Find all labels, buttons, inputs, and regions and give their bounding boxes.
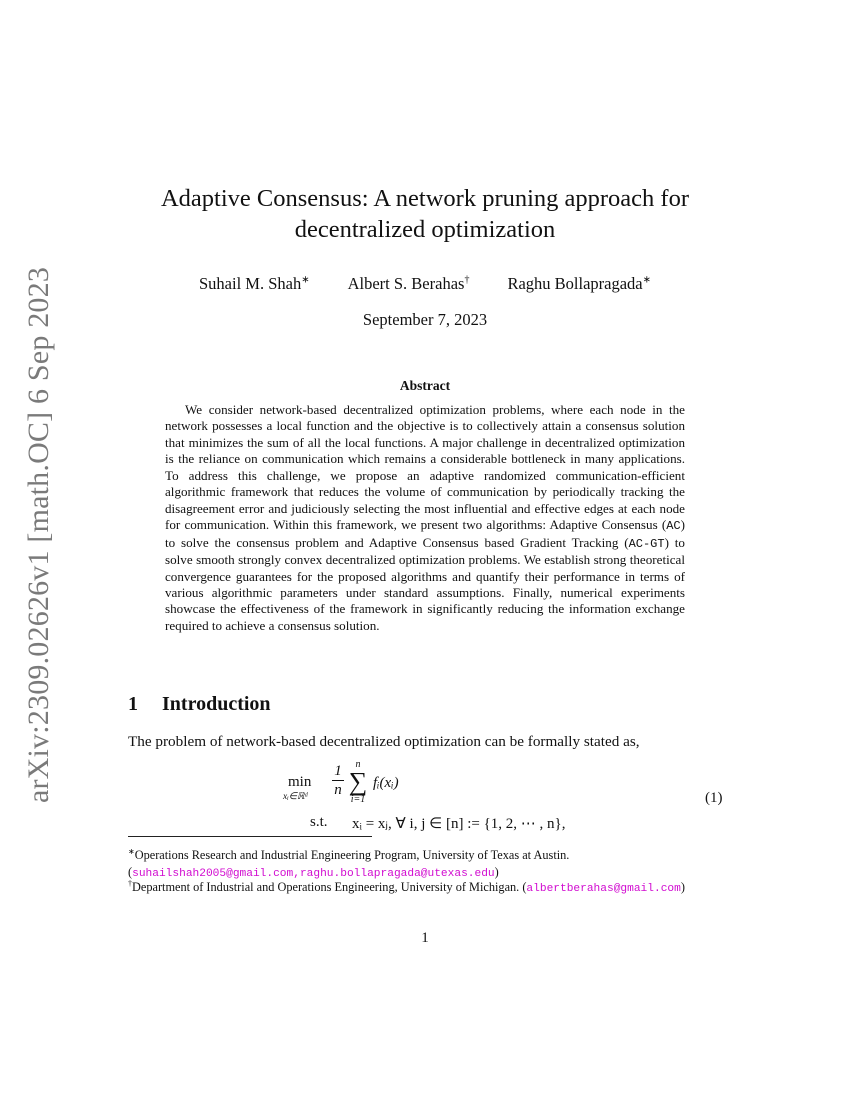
algorithm-name-ac-gt: AC-GT — [628, 536, 665, 551]
eq-min-operator: min — [288, 774, 312, 790]
paper-title — [120, 183, 730, 245]
eq-summation: n ∑ i=1 — [348, 759, 368, 805]
section-heading-introduction — [128, 693, 271, 716]
footnote-1: ∗Operations Research and Industrial Engineering Program, University of Texas at Austin. (suhailshah2005@gmail.com,raghu.bollapragada@utexas.edu) — [128, 847, 570, 880]
abstract-body: We consider network-based decentralized optimization problems, where each node in the network possesses a local function and the objective is to collectively attain a consensus solution that minimizes the sum of all the local functions. A major challenge in decentralized optimization is the reliance on communication which remains a considerable bottleneck in many applications. To address this challenge, we propose an adaptive randomized communication-efficient algorithmic framework that reduces the volume of communication by periodically tracking the disagreement error and judiciously selecting the most influential and effective edges at each node for communication. Within this framework, we present two algorithms: Adaptive Consensus (AC) to solve the consensus problem and Adaptive Consensus based Gradient Tracking (AC-GT) to solve smooth strongly convex decentralized optimization problems. We establish strong theoretical convergence guarantees for the proposed algorithms and quantify their performance in terms of various algorithmic parameters under standard assumptions. Finally, numerical experiments showcase the effectiveness of the framework in significantly reducing the information exchange required to achieve a consensus solution. — [165, 402, 685, 633]
footnote-2: †Department of Industrial and Operations Engineering, University of Michigan. (albertberahas@gmail.com) — [128, 879, 685, 896]
title-line-1: Adaptive Consensus: A network pruning approach for — [160, 185, 690, 212]
email-link[interactable]: suhailshah2005@gmail.com,raghu.bollapragada@utexas.edu — [132, 867, 495, 880]
author: Albert S. Berahas† — [347, 274, 470, 293]
algorithm-name-ac: AC — [666, 519, 681, 534]
author: Suhail M. Shah∗ — [198, 274, 310, 293]
eq-subject-to: s.t. — [310, 814, 328, 830]
eq-fraction: 1 n — [332, 763, 344, 798]
intro-paragraph: The problem of network-based decentralized optimization can be formally stated as, — [128, 733, 640, 750]
eq-constraint: xᵢ = xⱼ, ∀ i, j ∈ [n] := {1, 2, ⋯ , n}, — [352, 816, 566, 832]
section-title: Introduction — [162, 693, 271, 715]
section-number: 1 — [128, 693, 138, 715]
publication-date: September 7, 2023 — [362, 310, 488, 329]
footnote-rule — [128, 836, 372, 837]
eq-objective-term: fᵢ(xᵢ) — [373, 775, 399, 791]
title-line-2: decentralized optimization — [294, 216, 556, 243]
arxiv-side-stamp — [14, 266, 64, 803]
email-link[interactable]: albertberahas@gmail.com — [526, 883, 681, 896]
eq-min-subscript: xᵢ∈ℝᵈ — [283, 792, 308, 802]
abstract-heading: Abstract — [399, 378, 451, 393]
author-list — [120, 274, 730, 294]
equation-1 — [280, 760, 730, 832]
author: Raghu Bollapragada∗ — [507, 274, 652, 293]
page-number: 1 — [421, 930, 429, 946]
arxiv-identifier: arXiv:2309.02626v1 [math.OC] 6 Sep 2023 — [22, 266, 55, 803]
equation-number: (1) — [705, 790, 723, 806]
